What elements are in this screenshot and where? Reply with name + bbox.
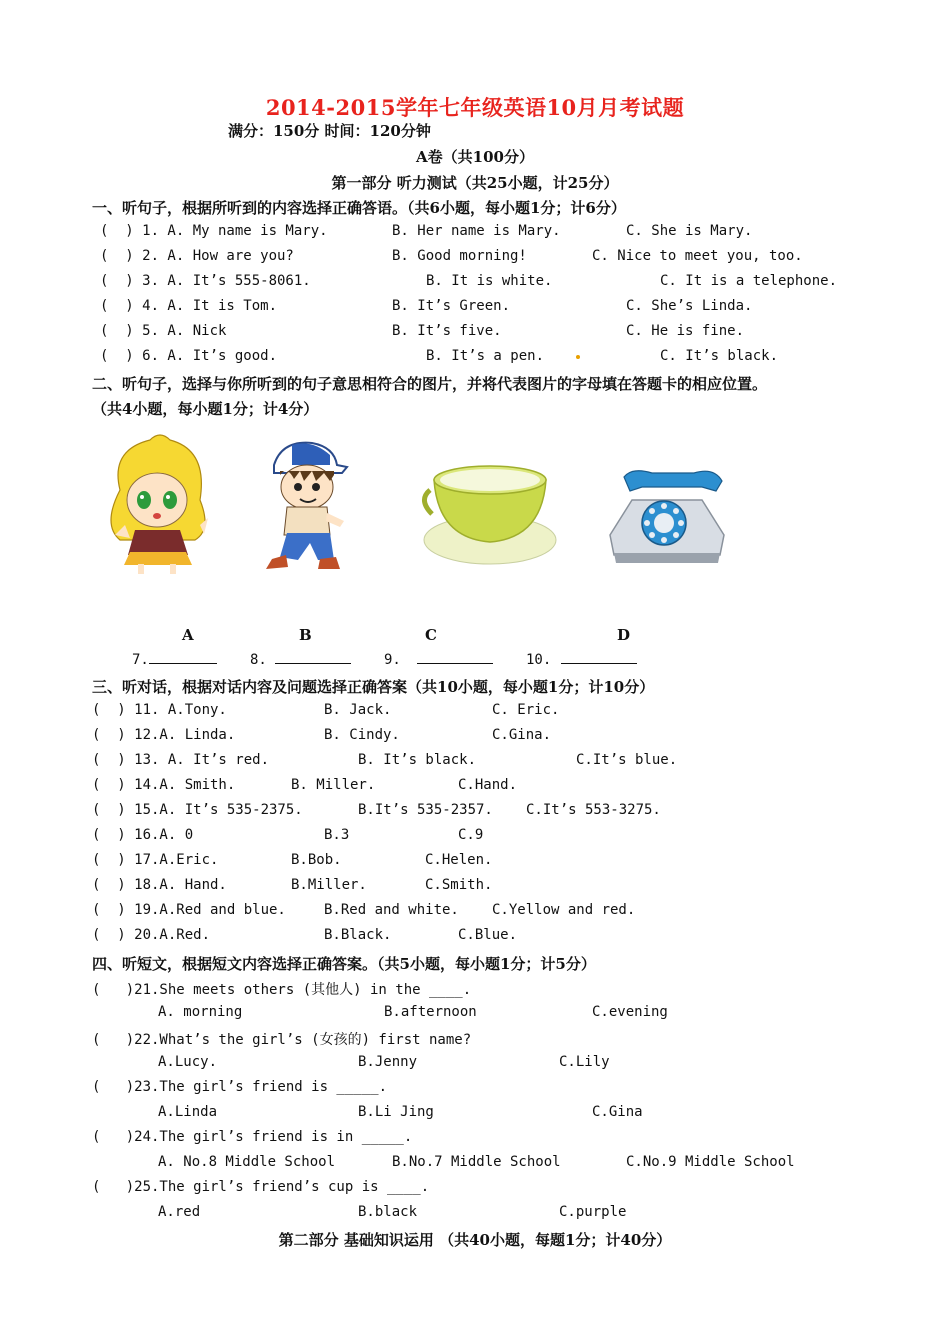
question-stem: ( ) 20.A.Red. xyxy=(92,927,211,943)
option-c: C.9 xyxy=(458,827,484,843)
option-b: B.Black. xyxy=(324,927,392,943)
picture-label-b: B xyxy=(299,626,312,644)
section4-heading: 四、听短文，根据短文内容选择正确答案。（共5小题，每小题1分；计5分） xyxy=(92,955,596,973)
answer-blank[interactable] xyxy=(132,651,217,668)
picture-label-c: C xyxy=(425,626,437,644)
question-stem: ( ) 11. A.Tony. xyxy=(92,702,227,718)
question-row xyxy=(92,273,838,295)
question-stem: ( )22.What’s the girl’s (女孩的) first name? xyxy=(92,1032,472,1048)
question-row xyxy=(92,852,493,874)
question-row xyxy=(92,752,678,774)
cup-picture xyxy=(420,460,560,570)
question-stem: ( ) 4. A. It is Tom. xyxy=(100,298,278,314)
option-b: B. It’s black. xyxy=(358,752,477,768)
option-c: C. It’s black. xyxy=(660,348,779,364)
boy-picture xyxy=(252,435,357,580)
option-b: B.Bob. xyxy=(291,852,342,868)
question-stem: ( ) 16.A. 0 xyxy=(92,827,194,843)
question-stem: ( ) 18.A. Hand. xyxy=(92,877,227,893)
question-row xyxy=(92,927,518,949)
blank-number: 8. xyxy=(250,652,267,668)
question-row xyxy=(92,702,560,724)
option-b: B.3 xyxy=(324,827,350,843)
option-b: B. Her name is Mary. xyxy=(392,223,561,239)
option-b: B.Jenny xyxy=(358,1054,418,1070)
option-b: B.Miller. xyxy=(291,877,367,893)
question-row xyxy=(92,777,518,799)
question-stem: ( ) 3. A. It’s 555-8061. xyxy=(100,273,311,289)
exam-title: 2014-2015学年七年级英语10月月考试题 xyxy=(265,95,685,120)
options-row xyxy=(92,1204,627,1226)
answer-blank[interactable] xyxy=(250,651,351,668)
option-c: C.Lily xyxy=(559,1054,610,1070)
question-row xyxy=(92,348,779,370)
question-stem: ( ) 1. A. My name is Mary. xyxy=(100,223,328,239)
question-row xyxy=(92,727,552,749)
options-row xyxy=(92,1104,643,1126)
section2-heading-cont: （共4小题，每小题1分；计4分） xyxy=(92,400,319,418)
options-row xyxy=(92,1154,795,1176)
volume-heading: A卷（共100分） xyxy=(416,148,534,166)
question-stem: ( ) 2. A. How are you? xyxy=(100,248,294,264)
question-row xyxy=(92,802,661,824)
question-stem: ( ) 12.A. Linda. xyxy=(92,727,236,743)
question-row xyxy=(92,902,636,924)
question-row xyxy=(92,877,493,899)
option-b: B. It is white. xyxy=(426,273,553,289)
question-stem: ( ) 14.A. Smith. xyxy=(92,777,236,793)
option-c: C.purple xyxy=(559,1204,627,1220)
question-row xyxy=(92,248,803,270)
question-stem: ( )23.The girl’s friend is _____. xyxy=(92,1079,388,1095)
option-c: C.Blue. xyxy=(458,927,518,943)
options-row xyxy=(92,1054,610,1076)
question-stem: ( ) 19.A.Red and blue. xyxy=(92,902,286,918)
option-c: C. She is Mary. xyxy=(626,223,753,239)
section1-heading: 一、听句子，根据所听到的内容选择正确答语。（共6小题，每小题1分；计6分） xyxy=(92,199,626,217)
question-row xyxy=(92,298,753,320)
option-b: B. It’s five. xyxy=(392,323,502,339)
option-c: C.Gina xyxy=(592,1104,643,1120)
blank-number: 10. xyxy=(526,652,552,668)
blank-number: 9. xyxy=(384,652,401,668)
option-c: C.evening xyxy=(592,1004,668,1020)
option-b: B.Red and white. xyxy=(324,902,459,918)
option-c: C.It’s blue. xyxy=(576,752,678,768)
option-a: A.Linda xyxy=(158,1104,218,1120)
exam-meta: 满分：150分 时间：120分钟 xyxy=(228,122,431,140)
option-c: C.Hand. xyxy=(458,777,518,793)
option-b: B. Miller. xyxy=(291,777,376,793)
question-stem: ( ) 13. A. It’s red. xyxy=(92,752,270,768)
option-b: B. Good morning! xyxy=(392,248,527,264)
answer-blank[interactable] xyxy=(526,651,637,668)
option-c: C.Smith. xyxy=(425,877,493,893)
option-a: A. morning xyxy=(158,1004,243,1020)
question-row xyxy=(92,323,745,345)
picture-row xyxy=(0,430,950,590)
question-stem: ( )21.She meets others (其他人) in the ____. xyxy=(92,982,472,998)
option-c: C.Helen. xyxy=(425,852,493,868)
option-b: B. Cindy. xyxy=(324,727,400,743)
stray-mark xyxy=(576,355,580,359)
telephone-picture xyxy=(602,465,732,570)
part1-heading: 第一部分 听力测试（共25小题，计25分） xyxy=(331,174,619,192)
option-c: C.Yellow and red. xyxy=(492,902,636,918)
options-row xyxy=(92,1004,668,1026)
question-stem: ( )24.The girl’s friend is in _____. xyxy=(92,1129,413,1145)
option-c: C.No.9 Middle School xyxy=(626,1154,795,1170)
option-b: B.No.7 Middle School xyxy=(392,1154,561,1170)
option-b: B.afternoon xyxy=(384,1004,477,1020)
option-a: A.red xyxy=(158,1204,201,1220)
girl-picture xyxy=(100,430,215,580)
option-c: C.Gina. xyxy=(492,727,552,743)
question-row xyxy=(92,827,484,849)
option-b: B.It’s 535-2357. xyxy=(358,802,493,818)
picture-label-a: A xyxy=(182,626,194,644)
option-c: C. Nice to meet you, too. xyxy=(592,248,803,264)
question-stem: ( )25.The girl’s friend’s cup is ____. xyxy=(92,1179,430,1195)
option-a: A. No.8 Middle School xyxy=(158,1154,336,1170)
picture-label-d: D xyxy=(617,626,631,644)
option-a: A.Lucy. xyxy=(158,1054,218,1070)
option-b: B. It’s a pen. xyxy=(426,348,545,364)
option-b: B.black xyxy=(358,1204,418,1220)
part2-heading: 第二部分 基础知识运用 （共40小题，每题1分；计40分） xyxy=(278,1231,672,1249)
blank-number: 7. xyxy=(132,652,149,668)
option-c: C. It is a telephone. xyxy=(660,273,838,289)
option-c: C. Eric. xyxy=(492,702,560,718)
option-c: C.It’s 553-3275. xyxy=(526,802,661,818)
section2-heading: 二、听句子，选择与你所听到的句子意思相符合的图片，并将代表图片的字母填在答题卡的相应位置。 xyxy=(92,375,768,393)
question-stem: ( ) 6. A. It’s good. xyxy=(100,348,278,364)
question-stem: ( ) 17.A.Eric. xyxy=(92,852,219,868)
option-b: B. Jack. xyxy=(324,702,392,718)
question-stem: ( ) 5. A. Nick xyxy=(100,323,227,339)
option-c: C. She’s Linda. xyxy=(626,298,753,314)
answer-blank[interactable] xyxy=(384,651,493,668)
option-b: B. It’s Green. xyxy=(392,298,511,314)
option-c: C. He is fine. xyxy=(626,323,745,339)
question-stem: ( ) 15.A. It’s 535-2375. xyxy=(92,802,303,818)
option-b: B.Li Jing xyxy=(358,1104,434,1120)
section3-heading: 三、听对话，根据对话内容及问题选择正确答案（共10小题，每小题1分；计10分） xyxy=(92,678,655,696)
question-row xyxy=(92,223,753,245)
